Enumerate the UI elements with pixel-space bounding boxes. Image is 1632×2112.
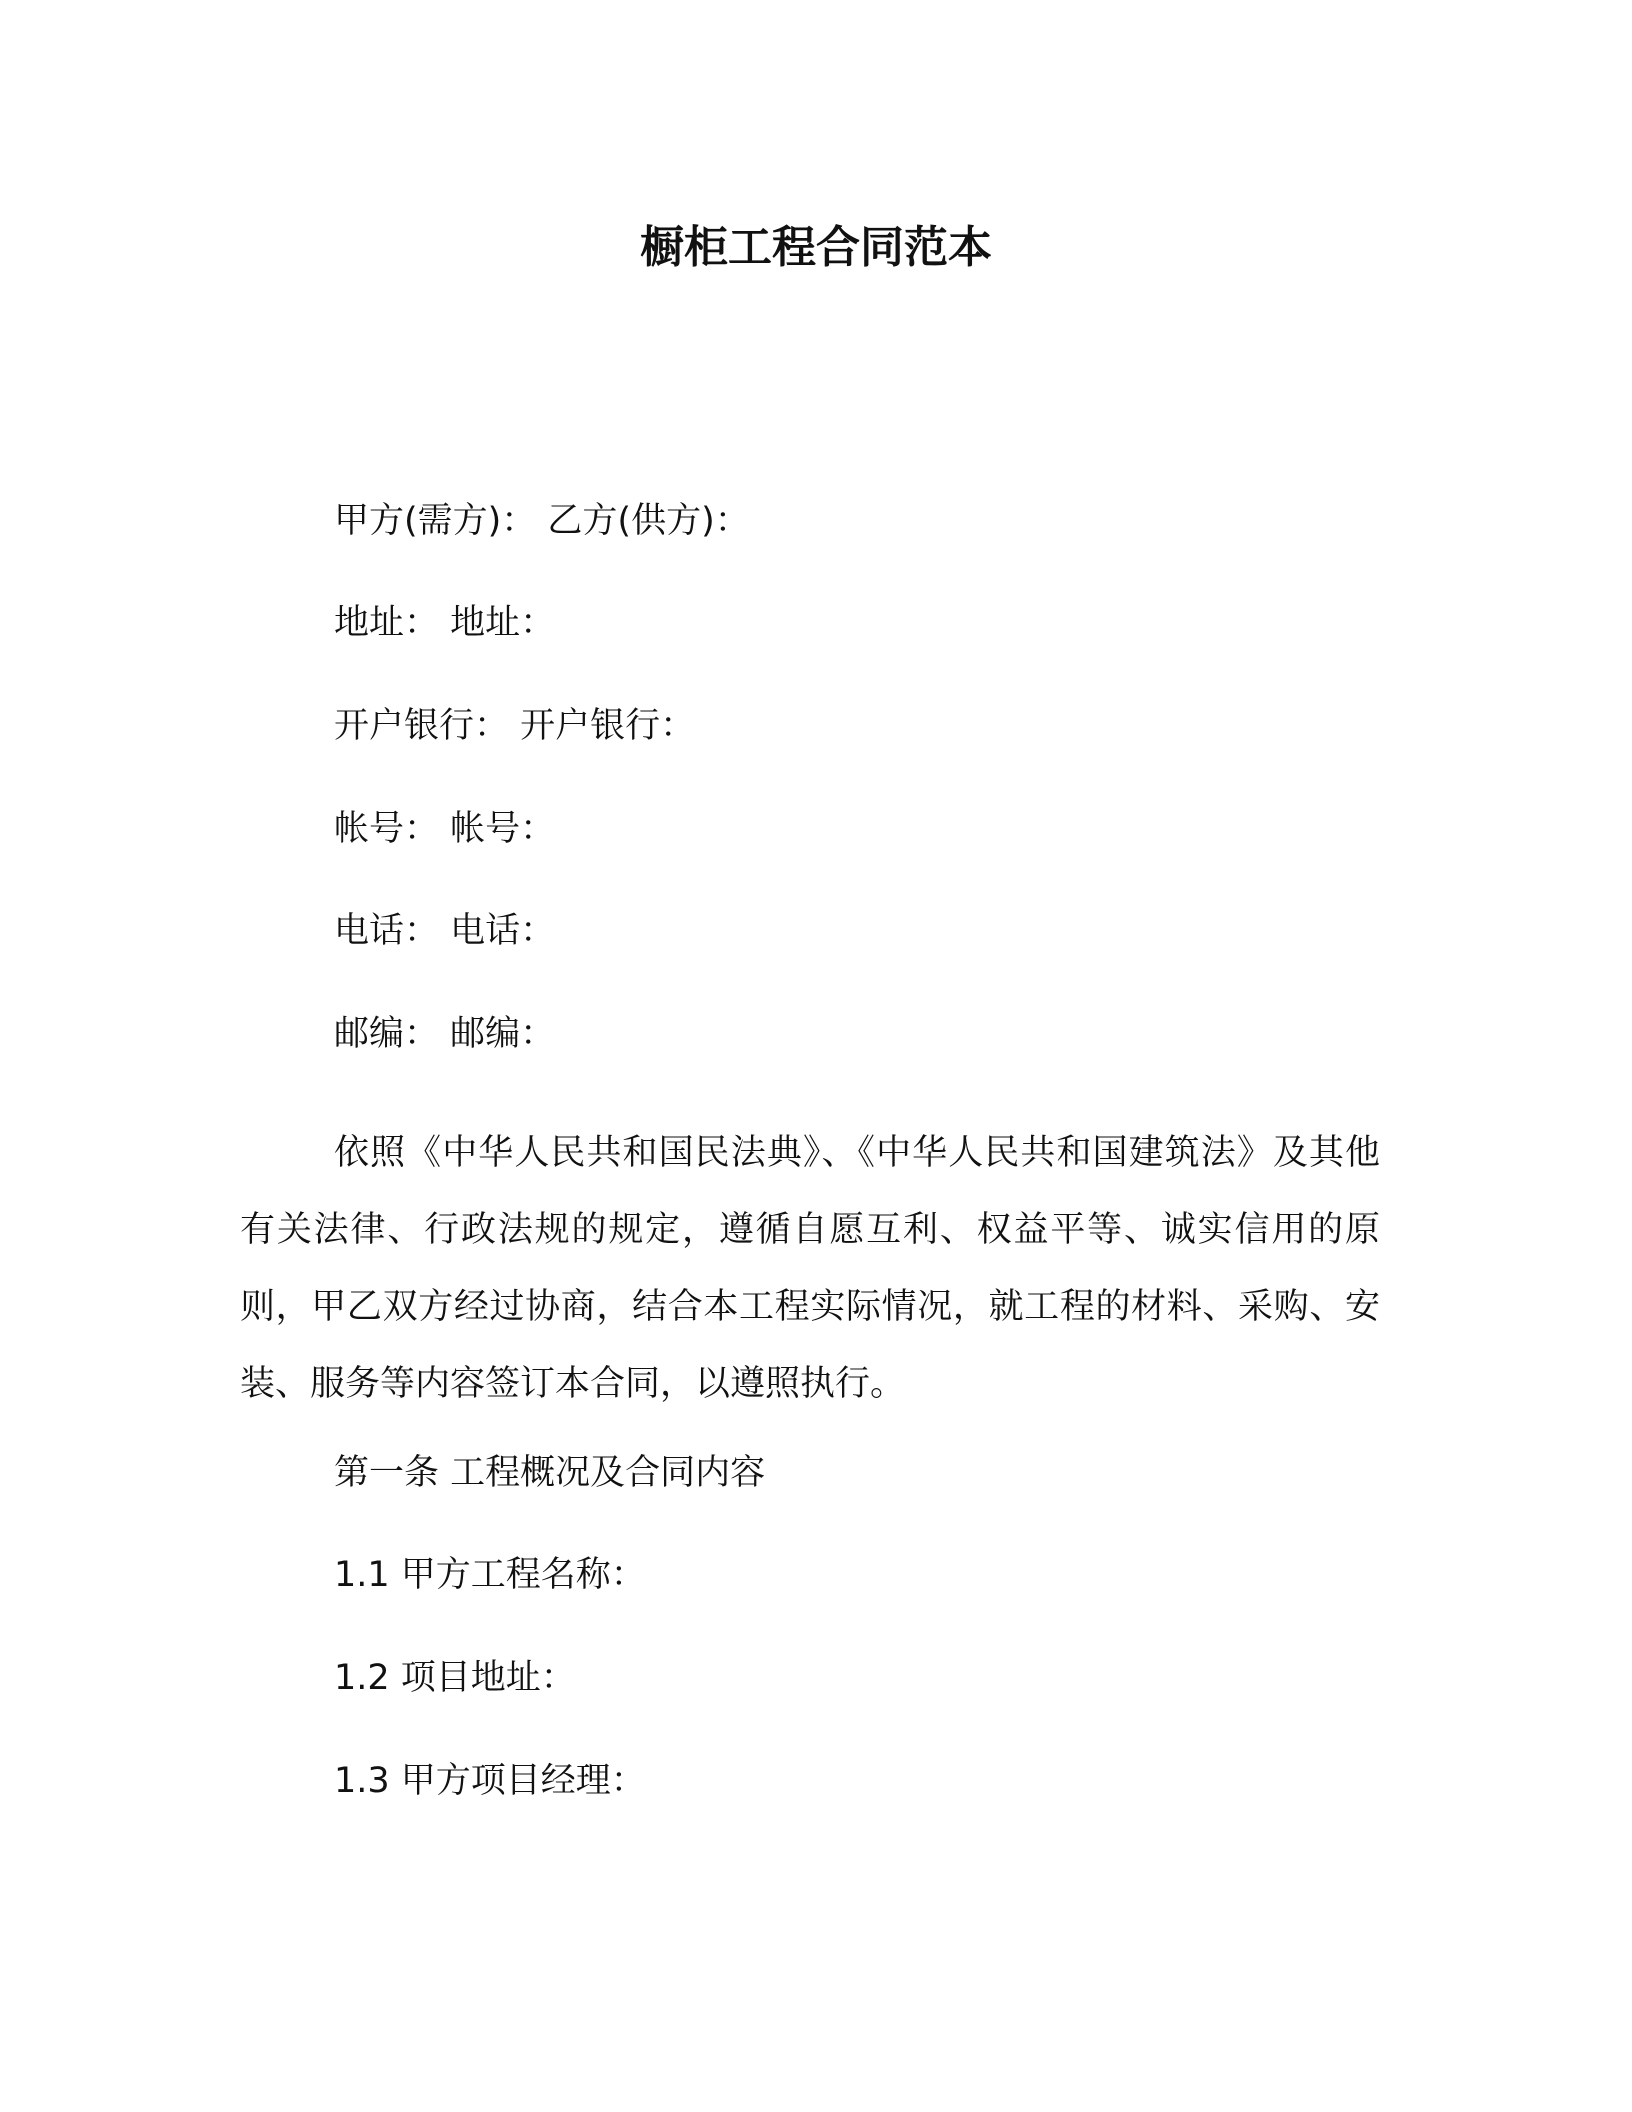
account-line: 帐号： 帐号： [334,809,556,849]
article-1-heading: 第一条 工程概况及合同内容 [334,1453,766,1493]
intro-paragraph: 依照《中华人民共和国民法典》、《中华人民共和国建筑法》及其他有关法律、行政法规的规定，遵循自愿互利、权益平等、诚实信用的原则，甲乙双方经过协商，结合本工程实际情况，就工程的材料、采购、安装、服务等内容签订本合同，以遵照执行。 [240,1133,1380,1404]
address-line: 地址： 地址： [334,603,556,643]
document-title: 橱柜工程合同范本 [640,222,992,273]
phone-line: 电话： 电话： [334,911,556,951]
clause-1-1: 1.1 甲方工程名称： [334,1555,646,1595]
postcode-line: 邮编： 邮编： [334,1014,556,1054]
party-names-line: 甲方(需方)： 乙方(供方)： [334,501,750,541]
bank-line: 开户银行： 开户银行： [334,706,696,746]
clause-1-3: 1.3 甲方项目经理： [334,1761,646,1801]
clause-1-2: 1.2 项目地址： [334,1658,576,1698]
